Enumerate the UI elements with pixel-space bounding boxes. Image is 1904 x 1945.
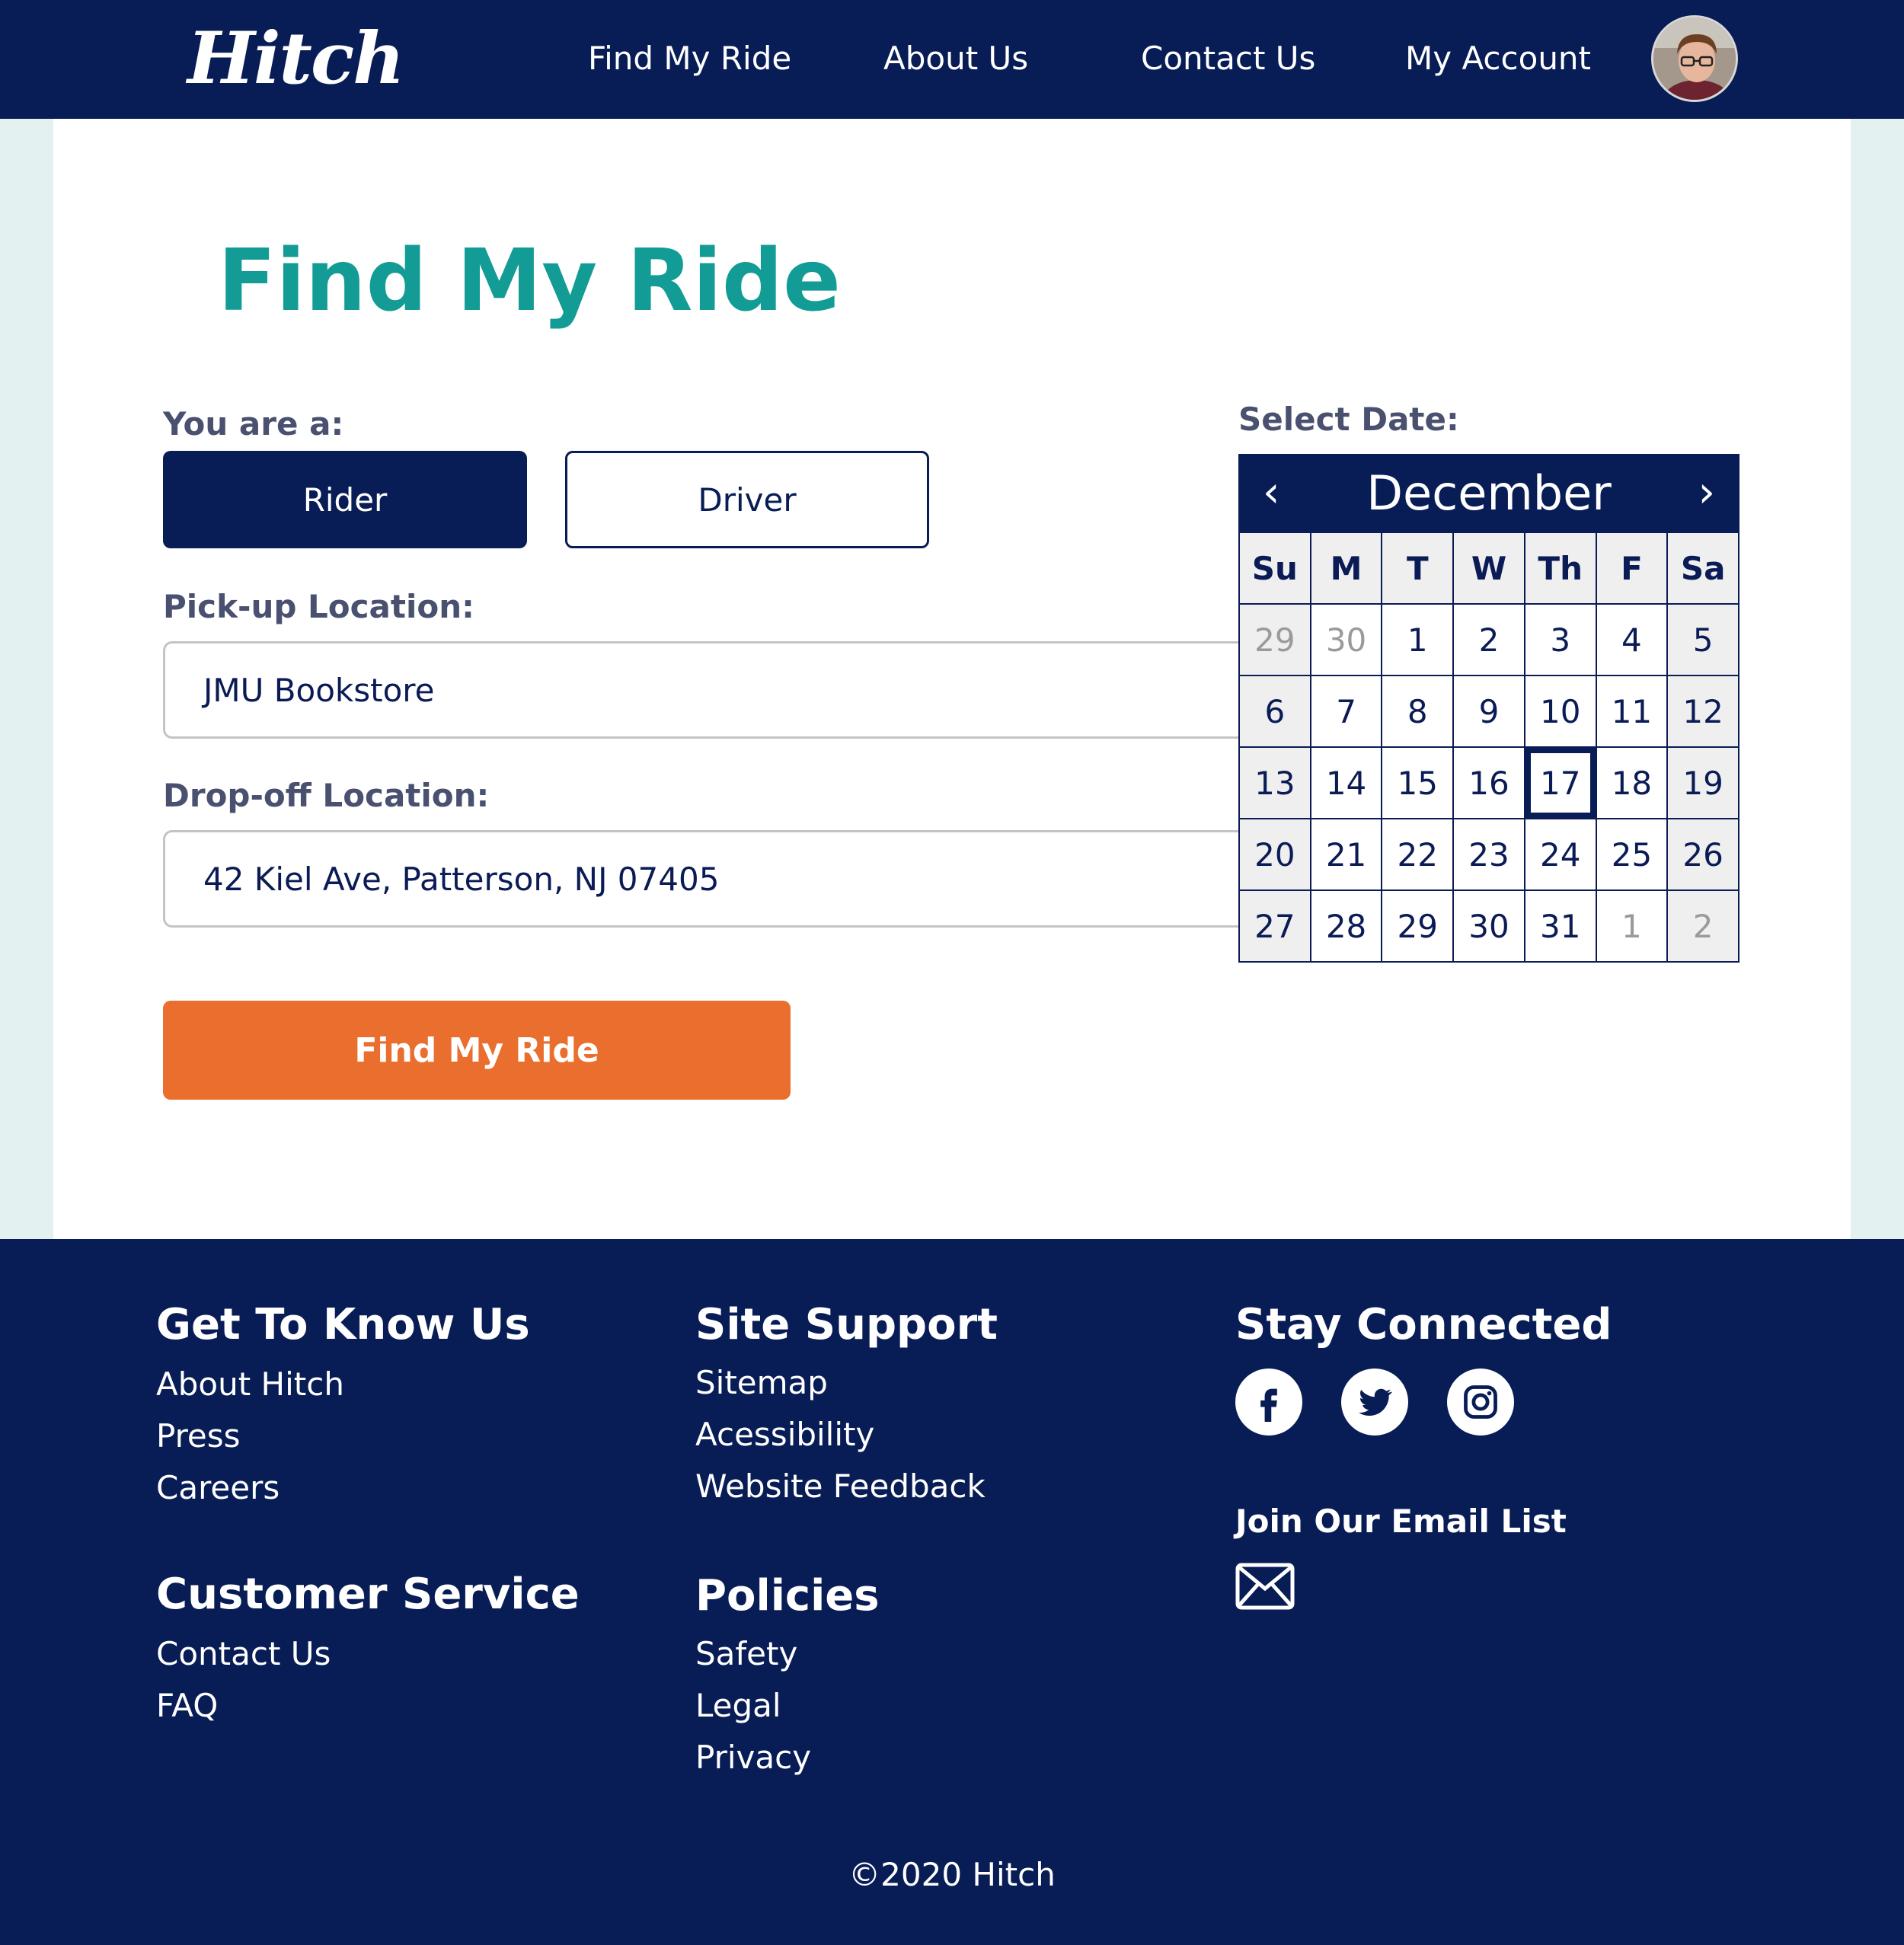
copyright-text: ©2020 Hitch (848, 1856, 1056, 1893)
twitter-glyph (1355, 1382, 1394, 1422)
calendar-day[interactable]: 31 (1525, 891, 1597, 963)
facebook-glyph (1249, 1382, 1289, 1422)
calendar-day[interactable]: 23 (1454, 819, 1525, 891)
weekday-header: F (1597, 533, 1669, 605)
footer-link-accessibility[interactable]: Acessibility (695, 1416, 875, 1453)
page-title: Find My Ride (218, 232, 842, 331)
instagram-glyph (1461, 1382, 1500, 1422)
email-list-label: Join Our Email List (1235, 1503, 1567, 1540)
calendar-day[interactable]: 2 (1454, 605, 1525, 676)
calendar-day-selected[interactable]: 17 (1525, 748, 1597, 819)
calendar-day[interactable]: 11 (1597, 676, 1669, 748)
footer-link-legal[interactable]: Legal (695, 1687, 781, 1724)
calendar-day[interactable]: 24 (1525, 819, 1597, 891)
find-ride-panel (53, 119, 1851, 1239)
weekday-header: Th (1525, 533, 1597, 605)
driver-button[interactable]: Driver (565, 451, 929, 548)
calendar-day[interactable]: 9 (1454, 676, 1525, 748)
footer-link-website-feedback[interactable]: Website Feedback (695, 1468, 986, 1505)
calendar-day[interactable]: 22 (1382, 819, 1454, 891)
calendar-day[interactable]: 18 (1597, 748, 1669, 819)
pickup-label: Pick-up Location: (163, 588, 474, 625)
footer-link-sitemap[interactable]: Sitemap (695, 1364, 828, 1401)
footer-link-faq[interactable]: FAQ (156, 1687, 219, 1724)
footer-heading-policies: Policies (695, 1571, 880, 1621)
next-month-icon[interactable]: › (1698, 468, 1715, 517)
facebook-icon[interactable] (1235, 1369, 1302, 1436)
weekday-header: W (1454, 533, 1525, 605)
calendar-day[interactable]: 10 (1525, 676, 1597, 748)
calendar-day[interactable]: 1 (1382, 605, 1454, 676)
calendar-month: December (1366, 465, 1612, 521)
calendar-day[interactable]: 8 (1382, 676, 1454, 748)
date-picker-calendar (1238, 454, 1739, 963)
calendar-day[interactable]: 15 (1382, 748, 1454, 819)
footer-heading-get-to-know-us: Get To Know Us (156, 1300, 530, 1349)
calendar-day[interactable]: 16 (1454, 748, 1525, 819)
select-date-label: Select Date: (1238, 401, 1459, 438)
calendar-day[interactable]: 6 (1240, 676, 1311, 748)
nav-my-account[interactable]: My Account (1405, 40, 1592, 77)
calendar-day[interactable]: 28 (1311, 891, 1383, 963)
nav-find-my-ride[interactable]: Find My Ride (588, 40, 792, 77)
top-navbar (0, 0, 1904, 119)
user-avatar[interactable] (1651, 15, 1738, 102)
footer-link-about-hitch[interactable]: About Hitch (156, 1365, 344, 1403)
calendar-day[interactable]: 26 (1668, 819, 1739, 891)
weekday-header: T (1382, 533, 1454, 605)
weekday-header: Su (1240, 533, 1311, 605)
calendar-day[interactable]: 25 (1597, 819, 1669, 891)
avatar-portrait-icon (1653, 18, 1738, 102)
calendar-day[interactable]: 29 (1382, 891, 1454, 963)
mail-icon[interactable] (1235, 1563, 1295, 1610)
instagram-icon[interactable] (1447, 1369, 1514, 1436)
footer-link-careers[interactable]: Careers (156, 1469, 280, 1506)
calendar-day[interactable]: 30 (1454, 891, 1525, 963)
calendar-day[interactable]: 14 (1311, 748, 1383, 819)
footer-heading-site-support: Site Support (695, 1300, 998, 1349)
dropoff-label: Drop-off Location: (163, 777, 490, 814)
hitch-logo[interactable]: Hitch (187, 17, 404, 101)
footer-link-contact-us[interactable]: Contact Us (156, 1635, 331, 1672)
calendar-header (1238, 454, 1739, 532)
calendar-day[interactable]: 21 (1311, 819, 1383, 891)
previous-month-icon[interactable]: ‹ (1263, 468, 1280, 517)
weekday-header: M (1311, 533, 1383, 605)
find-my-ride-button[interactable]: Find My Ride (163, 1001, 791, 1100)
calendar-day[interactable]: 12 (1668, 676, 1739, 748)
calendar-grid (1238, 532, 1739, 963)
dropoff-location-input[interactable]: 42 Kiel Ave, Patterson, NJ 07405 (163, 830, 1255, 928)
calendar-day[interactable]: 1 (1597, 891, 1669, 963)
footer-link-safety[interactable]: Safety (695, 1635, 798, 1672)
calendar-day[interactable]: 5 (1668, 605, 1739, 676)
footer-link-press[interactable]: Press (156, 1417, 241, 1455)
calendar-day[interactable]: 3 (1525, 605, 1597, 676)
calendar-day[interactable]: 27 (1240, 891, 1311, 963)
calendar-day[interactable]: 2 (1668, 891, 1739, 963)
calendar-day[interactable]: 19 (1668, 748, 1739, 819)
footer-link-privacy[interactable]: Privacy (695, 1739, 812, 1776)
nav-contact-us[interactable]: Contact Us (1141, 40, 1316, 77)
calendar-day[interactable]: 29 (1240, 605, 1311, 676)
footer-heading-customer-service: Customer Service (156, 1570, 580, 1619)
site-footer (0, 1239, 1904, 1945)
calendar-day[interactable]: 4 (1597, 605, 1669, 676)
twitter-icon[interactable] (1341, 1369, 1408, 1436)
pickup-location-input[interactable]: JMU Bookstore (163, 641, 1255, 739)
calendar-day[interactable]: 7 (1311, 676, 1383, 748)
weekday-header: Sa (1668, 533, 1739, 605)
role-label: You are a: (163, 405, 344, 442)
calendar-day[interactable]: 30 (1311, 605, 1383, 676)
footer-heading-stay-connected: Stay Connected (1235, 1300, 1612, 1349)
nav-about-us[interactable]: About Us (883, 40, 1029, 77)
calendar-day[interactable]: 20 (1240, 819, 1311, 891)
calendar-day[interactable]: 13 (1240, 748, 1311, 819)
rider-button[interactable]: Rider (163, 451, 527, 548)
